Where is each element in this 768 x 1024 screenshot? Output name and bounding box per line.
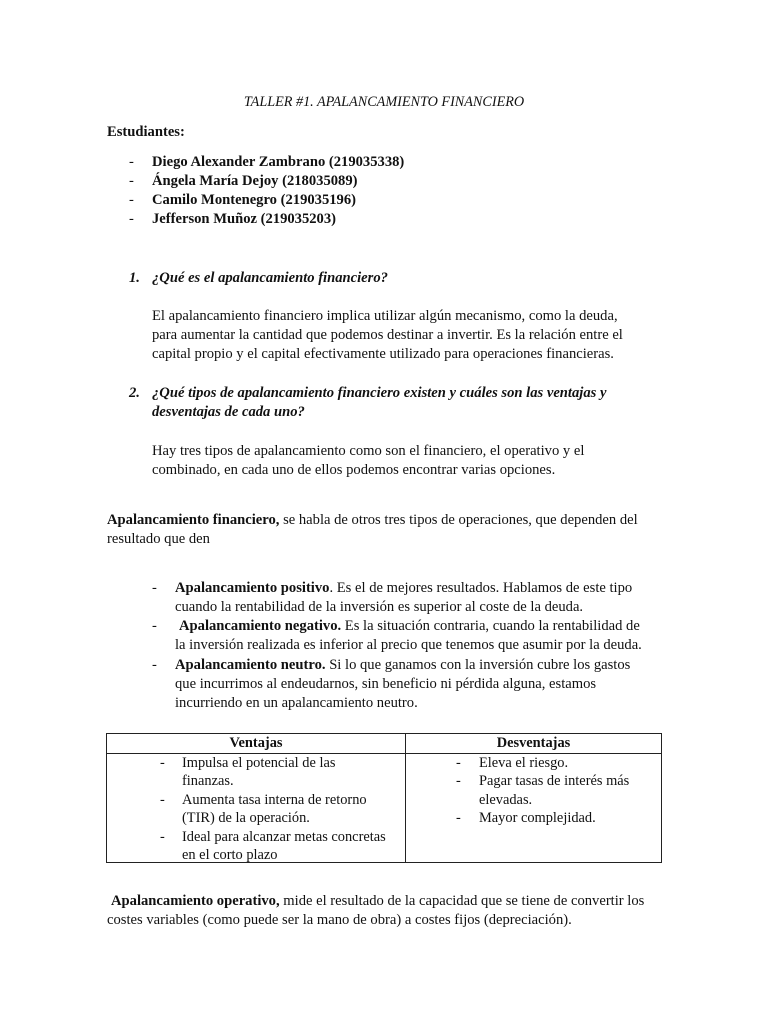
list-bullet: -	[129, 211, 134, 227]
financial-intro-line: resultado que den	[107, 531, 210, 547]
desventaja-item-line: elevadas.	[479, 791, 533, 808]
financial-intro-text: se habla de otros tres tipos de operaciones, que dependen del	[279, 512, 638, 528]
student-item: Ángela María Dejoy (218035089)	[152, 173, 358, 189]
student-item: Jefferson Muñoz (219035203)	[152, 211, 337, 227]
desventaja-item: Eleva el riesgo.	[479, 754, 569, 771]
type-name: Apalancamiento negativo.	[179, 618, 342, 634]
ventaja-item: Aumenta tasa interna de retorno	[182, 791, 367, 808]
students-label: Estudiantes:	[107, 124, 185, 140]
student-item: Camilo Montenegro (219035196)	[152, 192, 357, 208]
ventaja-item: Ideal para alcanzar metas concretas	[182, 828, 386, 845]
question-number: 1.	[129, 270, 140, 286]
list-bullet: -	[152, 618, 157, 634]
answer-line: Hay tres tipos de apalancamiento como son el financiero, el operativo y el	[152, 443, 585, 459]
student-item: Diego Alexander Zambrano (219035338)	[152, 154, 405, 170]
operative-intro	[111, 892, 644, 911]
list-bullet: -	[129, 173, 134, 189]
ventaja-item-line: (TIR) de la operación.	[182, 810, 310, 826]
ventajas-header: Ventajas	[107, 734, 406, 754]
list-bullet: -	[456, 773, 461, 789]
question-line: ¿Qué tipos de apalancamiento financiero existen y cuáles son las ventajas y	[152, 385, 607, 401]
list-bullet: -	[160, 828, 165, 845]
question-line: desventajas de cada uno?	[152, 404, 305, 420]
type-text: . Es el de mejores resultados. Hablamos de este tipo	[329, 580, 633, 596]
list-bullet: -	[160, 791, 165, 808]
answer-line: El apalancamiento financiero implica utilizar algún mecanismo, como la deuda,	[152, 308, 618, 324]
operative-text: mide el resultado de la capacidad que se tiene de convertir los	[279, 893, 645, 909]
list-bullet: -	[456, 754, 461, 771]
type-text: Es la situación contraria, cuando la rentabilidad de	[341, 618, 640, 634]
type-text-line: incurriendo en un apalancamiento neutro.	[175, 695, 418, 711]
ventajas-cell	[107, 753, 406, 862]
desventajas-cell	[406, 753, 662, 862]
ventaja-item-line: en el corto plazo	[182, 847, 278, 863]
pros-cons-table	[106, 733, 662, 863]
type-text: Si lo que ganamos con la inversión cubre los gastos	[325, 657, 631, 673]
answer-line: capital propio y el capital efectivamente utilizado para operaciones financieras.	[152, 346, 614, 362]
list-item	[179, 617, 640, 636]
document-title: TALLER #1. APALANCAMIENTO FINANCIERO	[243, 94, 525, 110]
type-text-line: que incurrimos al endeudarnos, sin beneficio ni pérdida alguna, estamos	[175, 676, 597, 692]
list-bullet: -	[152, 657, 157, 673]
type-text-line: la inversión realizada es inferior al precio que tenemos que asumir por la deuda.	[175, 637, 642, 653]
financial-intro	[107, 511, 638, 530]
ventaja-item-line: finanzas.	[182, 773, 234, 789]
answer-line: combinado, en cada uno de ellos podemos encontrar varias opciones.	[152, 462, 556, 478]
list-item	[175, 656, 630, 675]
list-item	[175, 579, 632, 598]
list-bullet: -	[129, 192, 134, 208]
question-number: 2.	[129, 385, 140, 401]
type-text-line: cuando la rentabilidad de la inversión es superior al coste de la deuda.	[175, 599, 584, 615]
desventaja-item: Pagar tasas de interés más	[479, 773, 630, 789]
ventaja-item: Impulsa el potencial de las	[182, 754, 336, 771]
question-1: ¿Qué es el apalancamiento financiero?	[152, 270, 388, 286]
list-bullet: -	[152, 580, 157, 596]
type-name: Apalancamiento neutro.	[175, 657, 326, 673]
type-name: Apalancamiento positivo	[175, 580, 330, 596]
operative-heading: Apalancamiento operativo,	[111, 893, 280, 909]
answer-line: para aumentar la cantidad que podemos destinar a invertir. Es la relación entre el	[152, 327, 623, 343]
list-bullet: -	[129, 154, 134, 170]
operative-text-line: costes variables (como puede ser la mano de obra) a costes fijos (depreciación).	[107, 912, 572, 928]
list-bullet: -	[160, 754, 165, 771]
financial-intro-heading: Apalancamiento financiero,	[107, 512, 280, 528]
desventajas-header: Desventajas	[406, 734, 662, 754]
desventaja-item: Mayor complejidad.	[479, 810, 596, 826]
list-bullet: -	[456, 810, 461, 826]
